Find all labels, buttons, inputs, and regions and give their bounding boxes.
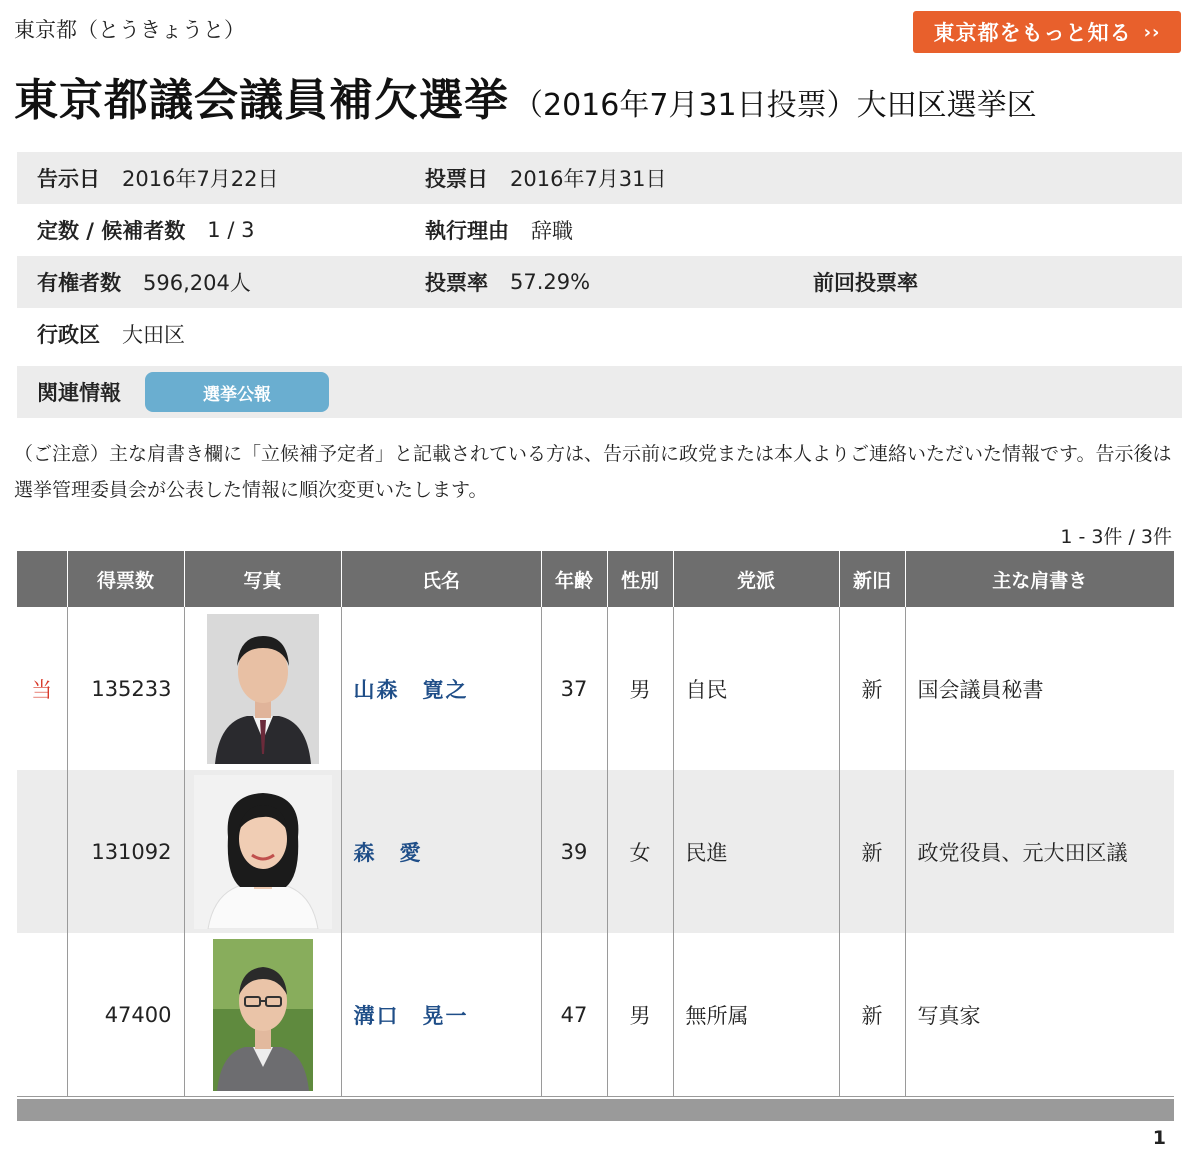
election-info-panel <box>17 152 1182 418</box>
notice-text: （ご注意）主な肩書き欄に「立候補予定者」と記載されている方は、告示前に政党または本人よりご連絡いただいた情報です。告示後は選挙管理委員会が公表した情報に順次変更いたします。 <box>14 443 1172 501</box>
header-age: 年齢 <box>541 551 607 607</box>
photo-cell <box>184 607 341 770</box>
candidate-name-link[interactable]: 山森 寛之 <box>341 607 541 770</box>
page-title <box>14 64 1037 128</box>
candidate-party: 自民 <box>673 607 839 770</box>
ritsu-value: 57.29% <box>510 270 591 294</box>
candidate-title: 写真家 <box>905 933 1174 1097</box>
candidate-photo[interactable] <box>207 614 319 764</box>
kokuji-value: 2016年7月22日 <box>122 167 279 191</box>
ritsu-label: 投票率 <box>425 271 488 295</box>
candidate-party: 民進 <box>673 770 839 933</box>
riyu-label: 執行理由 <box>425 219 509 243</box>
touhyou-value: 2016年7月31日 <box>510 167 667 191</box>
kokuji-label: 告示日 <box>37 167 100 191</box>
table-row <box>17 933 1174 1097</box>
info-row-ward <box>17 308 1182 360</box>
learn-more-label: 東京都をもっと知る <box>933 21 1132 45</box>
header-title: 主な肩書き <box>905 551 1174 607</box>
election-bulletin-button[interactable]: 選挙公報 <box>145 372 329 412</box>
gyosei-label: 行政区 <box>37 323 100 347</box>
candidate-status: 新 <box>839 607 905 770</box>
candidate-age: 47 <box>541 933 607 1097</box>
info-row-voters <box>17 256 1182 308</box>
candidate-photo[interactable] <box>213 939 313 1091</box>
result-count: 1 - 3件 / 3件 <box>1060 526 1172 548</box>
yuken-value: 596,204人 <box>143 271 251 295</box>
candidate-name-link[interactable]: 溝口 晃一 <box>341 933 541 1097</box>
vote-count: 135233 <box>67 607 184 770</box>
header-photo: 写真 <box>184 551 341 607</box>
yuken-label: 有権者数 <box>37 271 121 295</box>
zenkai-label: 前回投票率 <box>813 271 918 295</box>
vote-count: 47400 <box>67 933 184 1097</box>
teisu-value: 1 / 3 <box>207 218 255 242</box>
chevron-right-icon: ›› <box>1143 21 1161 43</box>
candidate-party: 無所属 <box>673 933 839 1097</box>
table-header-row <box>17 551 1174 607</box>
header-votes: 得票数 <box>67 551 184 607</box>
candidate-title: 政党役員、元大田区議 <box>905 770 1174 933</box>
learn-more-button[interactable] <box>913 11 1181 53</box>
candidate-gender: 女 <box>607 770 673 933</box>
header-status: 新旧 <box>839 551 905 607</box>
info-row-related <box>17 366 1182 418</box>
kanren-label: 関連情報 <box>37 381 121 405</box>
winner-mark <box>17 770 67 933</box>
table-row <box>17 607 1174 770</box>
info-row-seats <box>17 204 1182 256</box>
page-number[interactable]: 1 <box>1152 1127 1166 1149</box>
candidate-age: 39 <box>541 770 607 933</box>
candidate-status: 新 <box>839 770 905 933</box>
header-mark <box>17 551 67 607</box>
photo-cell <box>184 933 341 1097</box>
candidate-status: 新 <box>839 933 905 1097</box>
header-party: 党派 <box>673 551 839 607</box>
table-footer-bar <box>17 1099 1174 1121</box>
touhyou-label: 投票日 <box>425 167 488 191</box>
results-table <box>17 551 1174 1097</box>
teisu-label: 定数 / 候補者数 <box>37 219 186 243</box>
candidate-age: 37 <box>541 607 607 770</box>
candidate-photo[interactable] <box>194 775 332 929</box>
election-subtitle: （2016年7月31日投票）大田区選挙区 <box>513 88 1037 123</box>
photo-cell <box>184 770 341 933</box>
winner-mark <box>17 933 67 1097</box>
vote-count: 131092 <box>67 770 184 933</box>
candidate-title: 国会議員秘書 <box>905 607 1174 770</box>
winner-mark: 当 <box>17 607 67 770</box>
prefecture-name: 東京都（とうきょうと） <box>14 18 245 42</box>
header-gender: 性別 <box>607 551 673 607</box>
candidate-name-link[interactable]: 森 愛 <box>341 770 541 933</box>
header-name: 氏名 <box>341 551 541 607</box>
info-row-dates <box>17 152 1182 204</box>
candidate-gender: 男 <box>607 933 673 1097</box>
election-title: 東京都議会議員補欠選挙 <box>14 75 509 126</box>
table-row <box>17 770 1174 933</box>
riyu-value: 辞職 <box>531 219 573 243</box>
gyosei-value: 大田区 <box>122 323 185 347</box>
candidate-gender: 男 <box>607 607 673 770</box>
